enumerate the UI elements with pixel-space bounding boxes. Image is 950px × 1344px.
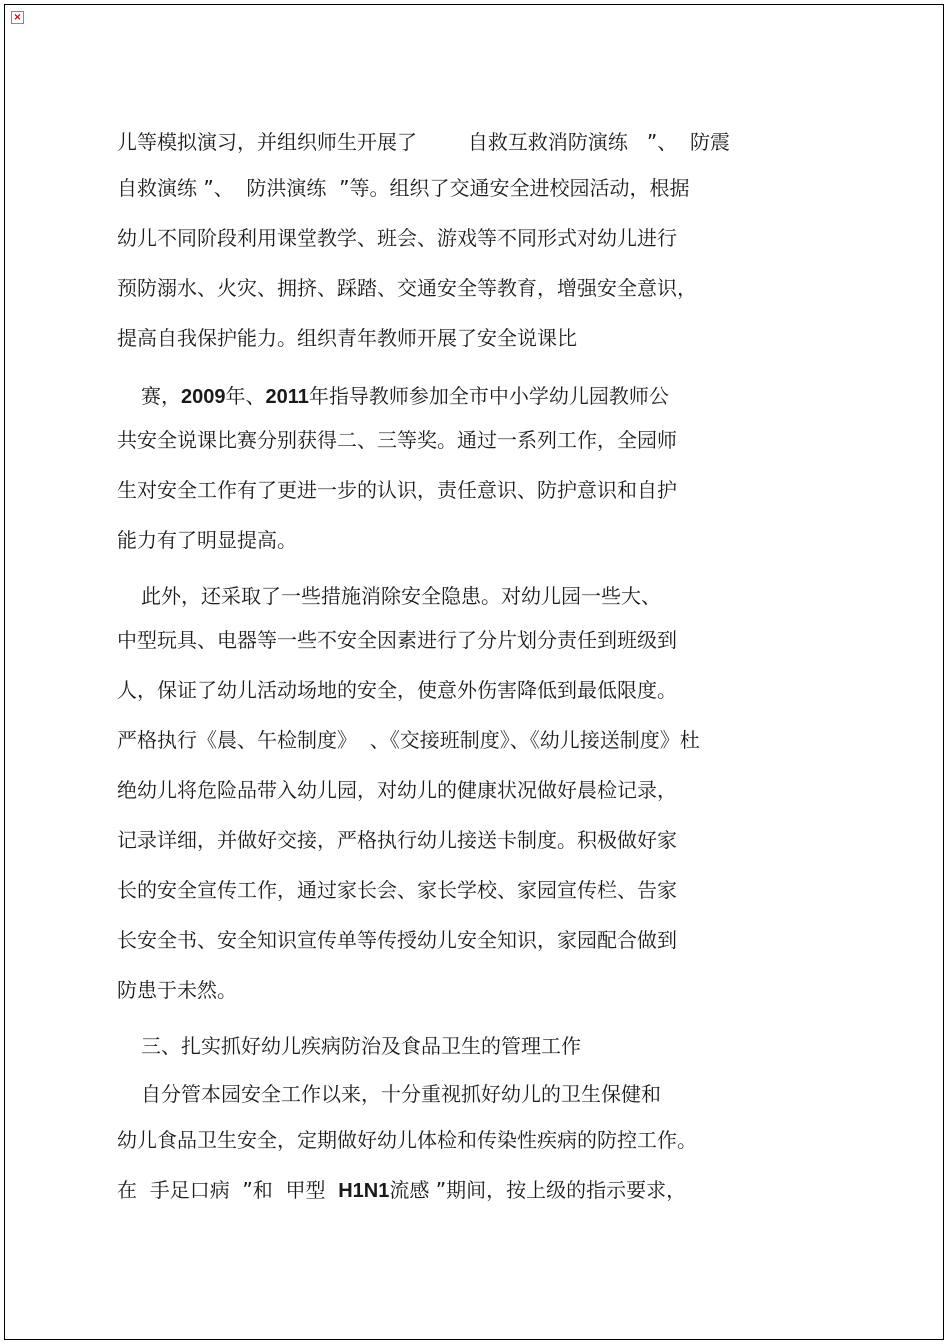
text-line-3: 幼儿不同阶段利用课堂教学、班会、游戏等不同形式对幼儿进行 [117,226,677,250]
text-line-1: 儿等模拟演习，并组织师生开展了 自救互救消防演练 ”、 防震 [117,130,731,154]
section-heading: 三、扎实抓好幼儿疾病防治及食品卫生的管理工作 [141,1034,581,1058]
h1n1-text: H1N1 [338,1180,390,1202]
text-line-7: 共安全说课比赛分别获得二、三等奖。通过一系列工作，全园师 [117,428,677,452]
text-line-9: 能力有了明显提高。 [117,528,297,552]
text-line-5: 提高自我保护能力。组织青年教师开展了安全说课比 [117,326,577,350]
line22-part-b: 流感 ”期间，按上级的指示要求， [389,1178,687,1202]
text-line-8: 生对安全工作有了更进一步的认识，责任意识、防护意识和自护 [117,478,677,502]
year-2011: 2011 [265,386,309,408]
text-line-18: 防患于未然。 [117,978,237,1002]
line6-part-b: 年、 [225,384,266,408]
line6-part-a: 赛， [141,384,181,408]
text-line-13: 严格执行《晨、午检制度》 、《交接班制度》、《幼儿接送制度》杜 [117,728,700,752]
year-2009: 2009 [181,386,226,408]
text-line-20: 自分管本园安全工作以来，十分重视抓好幼儿的卫生保健和 [141,1082,661,1106]
text-line-15: 记录详细，并做好交接，严格执行幼儿接送卡制度。积极做好家 [117,828,677,852]
text-line-4: 预防溺水、火灾、拥挤、踩踏、交通安全等教育，增强安全意识， [117,276,697,300]
text-line-6 [141,383,669,410]
text-line-14: 绝幼儿将危险品带入幼儿园，对幼儿的健康状况做好晨检记录， [117,778,677,802]
text-line-16: 长的安全宣传工作，通过家长会、家长学校、家园宣传栏、告家 [117,878,677,902]
text-line-11: 中型玩具、电器等一些不安全因素进行了分片划分责任到班级到 [117,628,677,652]
text-line-10: 此外，还采取了一些措施消除安全隐患。对幼儿园一些大、 [141,584,661,608]
text-line-22 [117,1177,686,1204]
text-line-21: 幼儿食品卫生安全，定期做好幼儿体检和传染性疾病的防控工作。 [117,1128,697,1152]
text-line-12: 人，保证了幼儿活动场地的安全，使意外伤害降低到最低限度。 [117,678,677,702]
line6-part-c: 年指导教师参加全市中小学幼儿园教师公 [308,384,669,408]
text-line-2: 自救演练 ”、 防洪演练 ”等。组织了交通安全进校园活动，根据 [117,176,690,200]
document-page [4,4,944,1340]
broken-image-icon: × [11,11,24,24]
line22-part-a: 在 手足口病 ”和 甲型 [117,1178,339,1202]
text-line-17: 长安全书、安全知识宣传单等传授幼儿安全知识，家园配合做到 [117,928,677,952]
